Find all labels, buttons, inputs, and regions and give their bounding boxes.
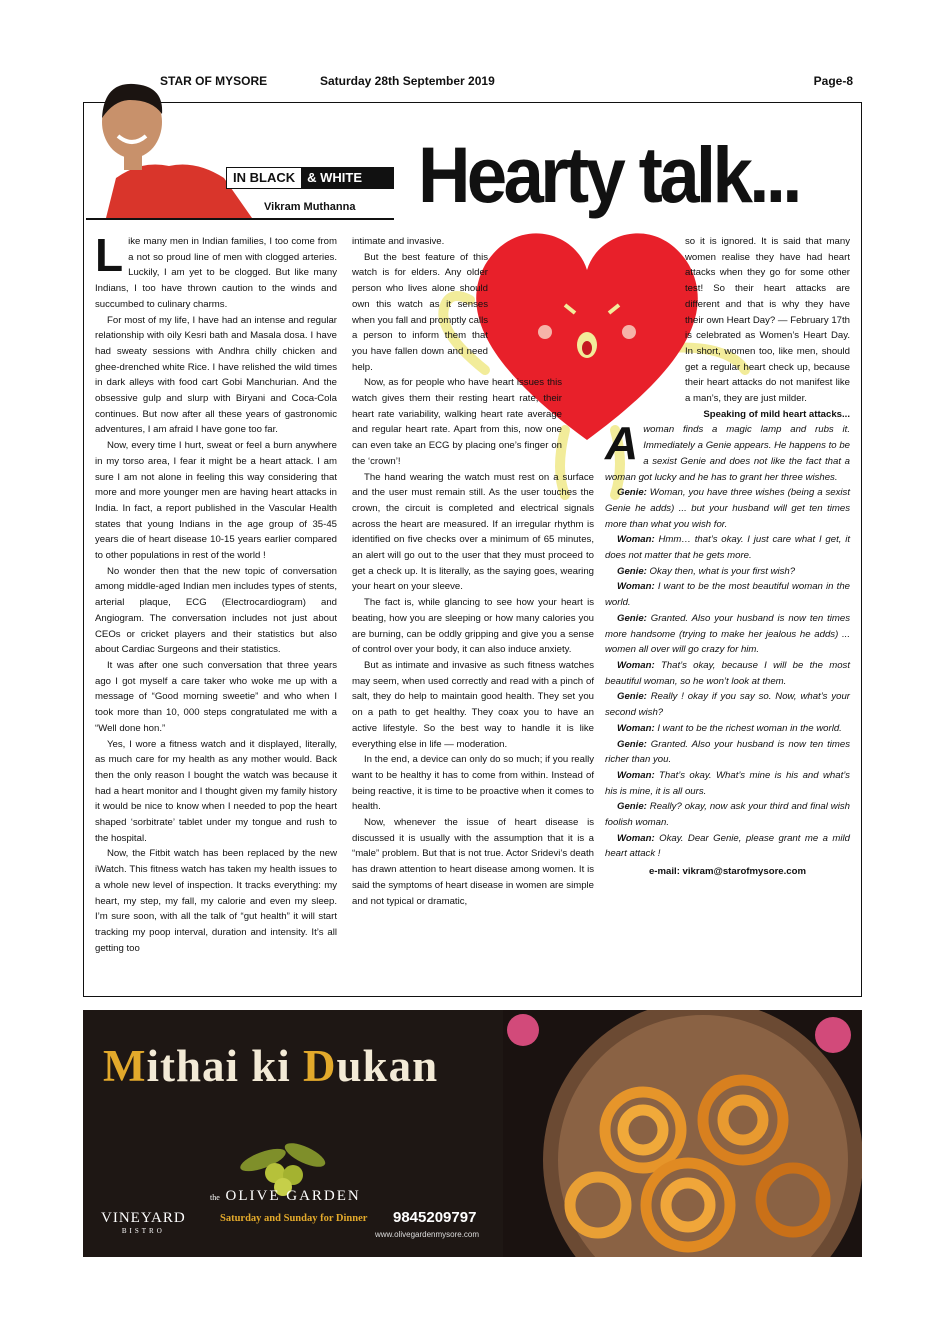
paragraph: For most of my life, I have had an intense and regular relationship with oily Kesri bath and Masala dosa. I have had sweaty sessions with Andhra chilly chicken and ghee-drenched white Rice. I have relished the wild times in dark alleys with food cart Gobi Manchurian. And the obsessive gulp and slurp with Biryani and Coca-Cola continues. But now after all these years of gastronomic adventures, I am afraid I have gone too far. [95,314,337,436]
dialog-line [605,721,850,737]
dialog-text: Really? okay, now ask your third and final wish foolish woman. [605,801,850,829]
column-tag-left: IN BLACK [227,168,301,188]
paragraph: so it is ignored. It is said that many women realise they have had heart attacks when they go for some other test! So their heart attacks are different and that is why they have their own Heart Day? — February 17th is celebrated as Women’s Heart Day. In short, women too, like men, should get a regular heart check up, because their heart attacks do not manifest like a man’s, they are just milder. [685,236,850,405]
ad-brand: the OLIVE GARDEN [210,1188,361,1204]
paragraph: Now, every time I hurt, sweat or feel a burn anywhere in my torso area, I fear it might be a heart attack. I am sure I am not alone in feeling this way considering that more and more younger men are having heart attacks in India. In fact, a report published in the Vascular Health states that young Indians in the age group of 35-45 years die of heart disease 10-15 years earlier compared to other populations in rest of the world ! [95,440,337,562]
dialog-line [605,689,850,720]
dialog-text: That’s okay. What’s mine is his and what’s his is mine, it is all ours. [605,769,850,797]
byline-rule [86,218,394,220]
headline: Hearty talk... [418,130,799,219]
drop-cap: A [605,417,639,470]
paragraph: In the end, a device can only do so much; if you really want to be healthy it has to come from within. Instead of being reactive, it is time to be proactive when it comes to health. [352,754,594,813]
dialog-text: Hmm… that’s okay. I just care what I get, it does not matter that he gets more. [605,534,850,562]
dialog-speaker: Woman: [617,534,655,546]
vineyard-logo: VINEYARD BISTRO [101,1210,186,1235]
dialog-speaker: Woman: [617,581,655,593]
author-portrait [86,78,252,218]
dialog-text: I want to be the most beautiful woman in the world. [605,581,850,609]
subheading: Speaking of mild heart attacks... [703,408,850,420]
drop-cap: L [95,229,124,281]
dialog-text: Woman, you have three wishes (being a sexist Genie he adds) ... but your husband will get ten times more than what you wish for. [605,487,850,530]
dialog-text: Okay. Dear Genie, please grant me a mild heart attack ! [605,832,850,860]
paragraph: Now, the Fitbit watch has been replaced by the new iWatch. This fitness watch has taken my health issues to a whole new level of inspection. It tracks everything: my heart, my step, my fall, my calorie and even my sleep. I’m sure soon, with all the talk of “gut health” it will start tracking my poop interval, duration and intensity. It’s all getting too [95,848,337,954]
dialog-speaker: Genie: [617,487,647,499]
paragraph: But the best feature of this watch is for elders. Any older person who lives alone should own this watch as it senses when you fall and promptly calls a person to inform them that you have fallen down and need help. [352,251,488,373]
paragraph: woman finds a magic lamp and rubs it. Immediately a Genie appears. He happens to be a sexist Genie and does not like the fact that a woman got lucky and he has to grant her three wishes. [605,424,850,483]
column-tag [226,167,394,189]
paragraph: But as intimate and invasive as such fitness watches may seem, when used correctly and read with a pinch of salt, they do help to maintain good health. They set you on a path to get healthy. They coax you to have an active lifestyle. So the best way to handle it is like everything else in life — moderation. [352,659,594,750]
dialog-line [605,658,850,689]
paragraph: Yes, I wore a fitness watch and it displayed, literally, as much care for my health as any mother would. Back then the only reason I bought the watch was because it had a heart monitor and I thought given my family history it would be nice to know when I needed to pop the heart shaped ‘sorbitrate’ tablet under my tongue and rush to the hospital. [95,738,337,844]
dialog-text: That’s okay, because I will be the most beautiful woman, so he won’t look at them. [605,659,850,687]
paragraph: The hand wearing the watch must rest on a surface and the user must remain still. As the user touches the crown, the circuit is completed and electrical signals across the heart are measured. If an irregular rhythm is identified on five checks over a minimum of 65 minutes, an alert will go out to the user that they must proceed to get a check up. It is literally, as the saying goes, wearing your heart on your sleeve. [352,471,594,593]
dialog-speaker: Woman: [617,769,655,781]
ad-phone: 9845209797 [393,1209,477,1226]
dialog-text: Really ! okay if you say so. Now, what’s your second wish? [605,691,850,719]
dialog-speaker: Genie: [617,738,647,750]
advertisement [83,1010,862,1257]
ad-tagline: Saturday and Sunday for Dinner [220,1213,368,1224]
dialog-text: Okay then, what is your first wish? [649,565,796,577]
page-number: Page-8 [813,74,853,88]
dialog-line [605,532,850,563]
paragraph: ike many men in Indian families, I too come from a not so proud line of men with clogged arteries. Luckily, I am yet to be clogged. But like many Indians, I too have thrown caution to the winds and succumbed to culinary charms. [95,236,337,310]
dialog-line [605,611,850,658]
dialog-line [605,831,850,862]
dialog-speaker: Woman: [617,832,655,844]
dialog-text: Granted. Also your husband is now ten times richer than you. [605,738,850,766]
ad-title: Mithai ki Dukan [103,1041,439,1091]
dialog-speaker: Genie: [617,612,647,624]
dialog-speaker: Woman: [617,722,655,734]
paragraph: It was after one such conversation that three years ago I got myself a care taker who woke me up with a message of “Good morning sweetie” and who when I took more than 10, 000 steps congratulated me with a “Well done hon.” [95,659,337,734]
dialog-speaker: Woman: [617,659,655,671]
issue-date: Saturday 28th September 2019 [320,74,495,88]
column-tag-right: & WHITE [301,168,393,188]
paragraph: No wonder then that the new topic of conversation among middle-aged Indian men includes types of stents, arterial plaque, ECG (Electrocardiogram) and Angiogram. The conversation includes not just about CEOs or cricket players and their statistics but also about Cardiac Surgeons and their statistics. [95,565,337,656]
author-email: e-mail: vikram@starofmysore.com [648,866,807,878]
dialog-line [605,564,850,580]
dialog-text: Granted. Also your husband is now ten times more handsome (trying to make her jealous he adds) ... women all over will go crazy for him. [605,612,850,656]
dialog-speaker: Genie: [617,565,647,577]
paragraph: The fact is, while glancing to see how your heart is beating, how you are sleeping or how many calories you are burning, can be oddly gripping and give you a sense of control over your body, it can also induce anxiety. [352,597,594,656]
dialog-line [605,485,850,532]
dialog-speaker: Genie: [617,801,647,813]
dialog-line [605,768,850,799]
article-column-1 [95,229,337,956]
masthead [160,74,853,90]
joke-dialog [605,417,850,862]
dialog-line [605,737,850,768]
article-column-2 [352,234,594,909]
author-byline: Vikram Muthanna [264,201,356,213]
jalebi-photo [503,1010,862,1257]
dialog-speaker: Genie: [617,691,647,703]
paper-name: STAR OF MYSORE [160,74,268,88]
dialog-line [605,799,850,830]
paragraph: Now, as for people who have heart issues this watch gives them their resting heart rate, their heart rate variability, walking heart rate average and regular heart rate. Apart from this, now one can even take an ECG by placing one’s finger on the ‘crown’! [352,377,562,467]
paragraph: Now, whenever the issue of heart disease is discussed it is usually with the assumption that it is a “male” problem. But that is not true. Actor Sridevi’s death has drawn attention to heart disease among women. It is said the symptoms of heart disease in women are simple and not typical or dramatic, [352,817,594,907]
ad-website: www.olivegardenmysore.com [375,1230,480,1239]
article-column-3 [605,234,850,880]
dialog-line [605,579,850,610]
dialog-text: I want to be the richest woman in the world. [657,722,842,734]
paragraph: intimate and invasive. [352,236,445,247]
